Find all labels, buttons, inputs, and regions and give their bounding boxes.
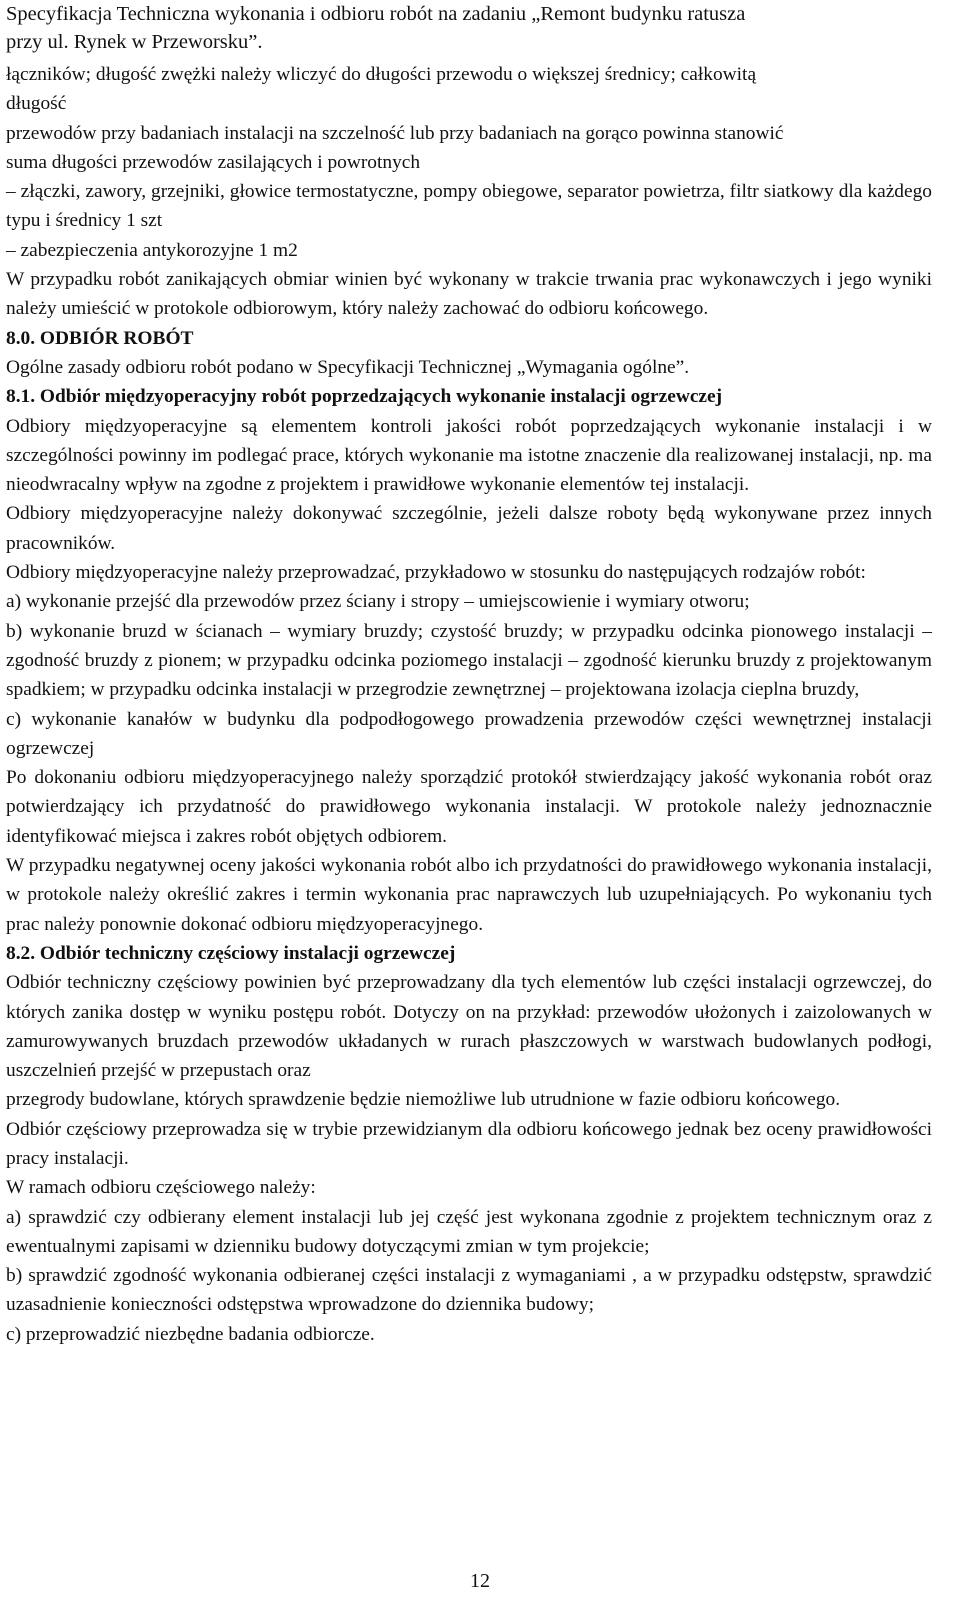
section-heading-8-0: 8.0. ODBIÓR ROBÓT [6,327,194,349]
section-8-1-item-a: a) wykonanie przejść dla przewodów przez ściany i stropy – umiejscowienie i wymiary otworu; [6,591,750,613]
section-heading-8-2: 8.2. Odbiór techniczny częściowy instalacji ogrzewczej [6,942,456,964]
section-8-2-item-b: b) sprawdzić zgodność wykonania odbieranej części instalacji z wymaganiami , a w przypadku odstępstw, sprawdzić uzasadnienie konieczności odstępstwa wprowadzone do dziennika budowy; [6,1265,932,1316]
section-8-1-paragraph-2: Odbiory międzyoperacyjne należy dokonywać szczególnie, jeżeli dalsze roboty będą wykonywane przez innych pracowników. [6,503,932,554]
header-line-2: przy ul. Rynek w Przeworsku”. [6,31,263,53]
intro-line-4: suma długości przewodów zasilających i powrotnych [6,151,421,173]
intro-line-3: przewodów przy badaniach instalacji na szczelność lub przy badaniach na gorąco powinna stanowić [6,122,784,144]
section-8-1-item-b: b) wykonanie bruzd w ścianach – wymiary bruzdy; czystość bruzdy; w przypadku odcinka pionowego instalacji – zgodność bruzdy z pionem; w przypadku odcinka poziomego instalacji – zgodność kierunku bruzdy z projektowanym spadkiem; w przypadku odcinka instalacji w przegrodzie zewnętrznej – projektowana izolacja cieplna bruzdy, [6,620,932,701]
section-8-1-paragraph-5: W przypadku negatywnej oceny jakości wykonania robót albo ich przydatności do prawidłowego wykonania instalacji, w protokole należy określić zakres i termin wykonania prac naprawczych lub uzupełniających. Po wykonaniu tych prac należy ponownie dokonać odbioru międzyoperacyjnego. [6,855,932,935]
section-8-1-paragraph-1: Odbiory międzyoperacyjne są elementem kontroli jakości robót poprzedzających wykonanie instalacji i w szczególności powinny im podlegać prace, których wykonanie ma istotne znaczenie dla realizowanej instalacji, np. ma nieodwracalny wpływ na zgodne z projektem i prawidłowe wykonanie elementów tej instalacji. [6,415,932,496]
list-item-fittings: – złączki, zawory, grzejniki, głowice termostatyczne, pompy obiegowe, separator powietrza, filtr siatkowy dla każdego typu i średnicy 1 szt [6,181,932,232]
section-8-2-paragraph-1b: przegrody budowlane, których sprawdzenie będzie niemożliwe lub utrudnione w fazie odbioru końcowego. [6,1089,841,1111]
section-8-2-paragraph-1a: Odbiór techniczny częściowy powinien być przeprowadzany dla tych elementów lub części instalacji ogrzewczej, do których zanika dostęp w wyniku postępu robót. Dotyczy on na przykład: przewodów ułożonych i zaizolowanych w zamurowywanych bruzdach przewodów układanych w rurach płaszczowych w warstwach budowlanych podłogi, uszczelnień przejść w przepustach oraz [6,972,932,1082]
section-8-2-item-a: a) sprawdzić czy odbierany element instalacji lub jej część jest wykonana zgodnie z projektem technicznym oraz z ewentualnymi zapisami w dzienniku budowy dotyczącymi zmian w tym projekcie; [6,1206,932,1257]
section-8-2-paragraph-2: Odbiór częściowy przeprowadza się w trybie przewidzianym dla odbioru końcowego jednak bez oceny prawidłowości pracy instalacji. [6,1118,932,1169]
document-header [6,0,936,56]
page-number: 12 [470,1570,490,1592]
intro-line-1: łączników; długość zwężki należy wliczyć do długości przewodu o większej średnicy; całkowitą [6,64,757,85]
section-8-2-paragraph-3: W ramach odbioru częściowego należy: [6,1177,316,1199]
section-8-1-paragraph-3: Odbiory międzyoperacyjne należy przeprowadzać, przykładowo w stosunku do następujących rodzajów robót: [6,562,866,584]
paragraph-hidden-works: W przypadku robót zanikających obmiar winien być wykonany w trakcie trwania prac wykonawczych i jego wyniki należy umieścić w protokole odbiorowym, który należy zachować do odbioru końcowego. [6,269,932,320]
section-8-1-paragraph-4: Po dokonaniu odbioru międzyoperacyjnego należy sporządzić protokół stwierdzający jakość wykonania robót oraz potwierdzający ich przydatność do prawidłowego wykonania instalacji. W protokole należy jednoznacznie identyfikować miejsca i zakres robót objętych odbiorem. [6,767,932,847]
document-body [6,60,932,1349]
header-line-1: Specyfikacja Techniczna wykonania i odbioru robót na zadaniu „Remont budynku ratusza [6,3,746,25]
section-8-0-text: Ogólne zasady odbioru robót podano w Specyfikacji Technicznej „Wymagania ogólne”. [6,356,690,378]
list-item-corrosion: – zabezpieczenia antykorozyjne 1 m2 [6,239,298,261]
section-8-1-item-c: c) wykonanie kanałów w budynku dla podpodłogowego prowadzenia przewodów części wewnętrznej instalacji ogrzewczej [6,708,932,759]
section-heading-8-1: 8.1. Odbiór międzyoperacyjny robót poprzedzających wykonanie instalacji ogrzewczej [6,386,723,408]
intro-line-2: długość [6,93,67,115]
section-8-2-item-c: c) przeprowadzić niezbędne badania odbiorcze. [6,1323,375,1345]
